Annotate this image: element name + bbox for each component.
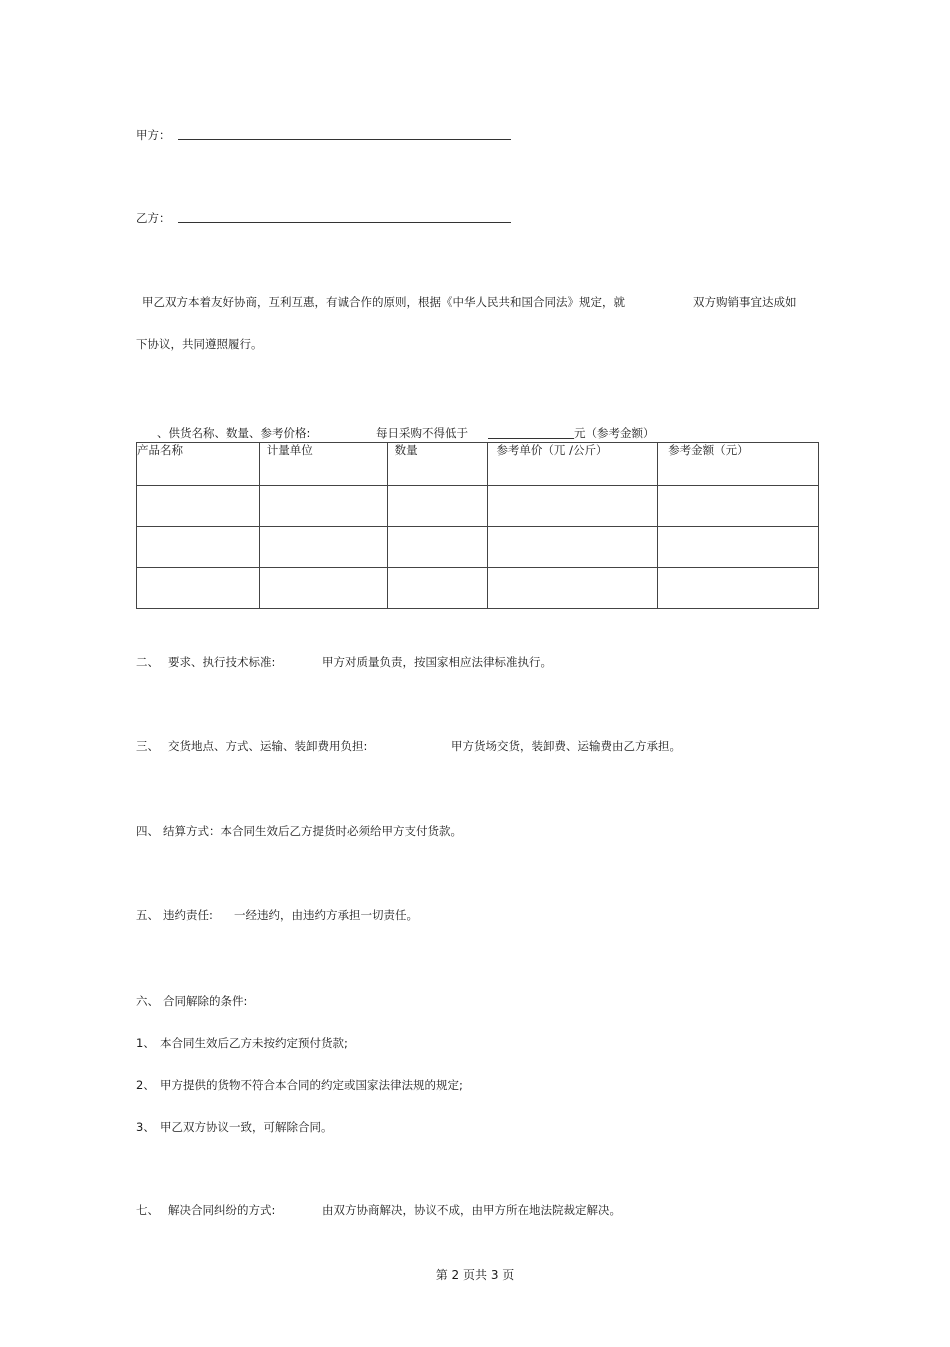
table-row (137, 568, 819, 609)
section1-title: 、供货名称、数量、参考价格: (157, 426, 311, 440)
table-row (137, 527, 819, 568)
table-cell[interactable] (259, 568, 387, 609)
section2-content: 甲方对质量负责，按国家相应法律标准执行。 (322, 655, 552, 669)
table-cell[interactable] (488, 568, 658, 609)
goods-table (136, 442, 819, 609)
section7-num: 七、 (136, 1203, 159, 1217)
table-cell[interactable] (137, 527, 260, 568)
header-quantity: 数量 (394, 443, 418, 457)
section1-amount-blank[interactable] (488, 438, 574, 439)
party-b-blank[interactable] (178, 222, 511, 223)
section5-title: 违约责任: (163, 908, 213, 922)
table-cell[interactable] (137, 486, 260, 527)
section7-title: 解决合同纠纷的方式: (168, 1203, 276, 1217)
table-cell[interactable] (658, 568, 819, 609)
section6-item-3-text: 甲乙双方协议一致，可解除合同。 (160, 1120, 333, 1134)
section3-content: 甲方货场交货，装卸费、运输费由乙方承担。 (451, 739, 681, 753)
header-unit: 计量单位 (266, 443, 313, 457)
section6-item-3-num: 3、 (136, 1120, 155, 1134)
section6-item-2-num: 2、 (136, 1078, 155, 1092)
header-cell (259, 443, 387, 486)
goods-table-header-row (137, 443, 819, 486)
header-cell (488, 443, 658, 486)
table-cell[interactable] (259, 486, 387, 527)
table-cell[interactable] (137, 568, 260, 609)
section5-num: 五、 (136, 908, 159, 922)
header-unit-price: 参考单价（兀 /公斤） (496, 443, 608, 457)
section1-amount-suffix: 元（参考金额） (574, 426, 655, 440)
section5-content: 一经违约，由违约方承担一切责任。 (234, 908, 418, 922)
header-cell (387, 443, 488, 486)
header-amount: 参考金额（元） (668, 443, 749, 457)
section6-title: 合同解除的条件: (163, 994, 248, 1008)
intro-line-1b: 双方购销事宜达成如 (693, 295, 797, 309)
section6-item-1-num: 1、 (136, 1036, 155, 1050)
table-cell[interactable] (259, 527, 387, 568)
page-footer: 第 2 页共 3 页 (435, 1268, 515, 1282)
party-a-blank[interactable] (178, 139, 511, 140)
section6-item-2-text: 甲方提供的货物不符合本合同的约定或国家法律法规的规定; (160, 1078, 463, 1092)
table-cell[interactable] (488, 527, 658, 568)
table-cell[interactable] (658, 486, 819, 527)
section7-content: 由双方协商解决，协议不成，由甲方所在地法院裁定解决。 (322, 1203, 621, 1217)
header-cell (658, 443, 819, 486)
table-cell[interactable] (387, 486, 488, 527)
intro-line-1a: 甲乙双方本着友好协商，互利互惠，有诚合作的原则，根据《中华人民共和国合同法》规定，就 (142, 295, 625, 309)
section3-title: 交货地点、方式、运输、装卸费用负担: (168, 739, 368, 753)
section6-item-1-text: 本合同生效后乙方未按约定预付货款; (160, 1036, 348, 1050)
section3-num: 三、 (136, 739, 159, 753)
table-cell[interactable] (387, 568, 488, 609)
section6-num: 六、 (136, 994, 159, 1008)
table-cell[interactable] (387, 527, 488, 568)
header-product-name: 产品名称 (137, 443, 183, 457)
table-row (137, 486, 819, 527)
table-cell[interactable] (488, 486, 658, 527)
section1-daily-min: 每日采购不得低于 (376, 426, 468, 440)
party-b-label: 乙方： (136, 211, 171, 225)
section4-text: 结算方式：本合同生效后乙方提货时必须给甲方支付货款。 (163, 824, 462, 838)
intro-line-2: 下协议，共同遵照履行。 (136, 337, 263, 351)
section4-num: 四、 (136, 824, 159, 838)
section2-num: 二、 (136, 655, 159, 669)
header-cell (137, 443, 260, 486)
party-a-label: 甲方： (136, 128, 171, 142)
section2-title: 要求、执行技术标准: (168, 655, 276, 669)
table-cell[interactable] (658, 527, 819, 568)
